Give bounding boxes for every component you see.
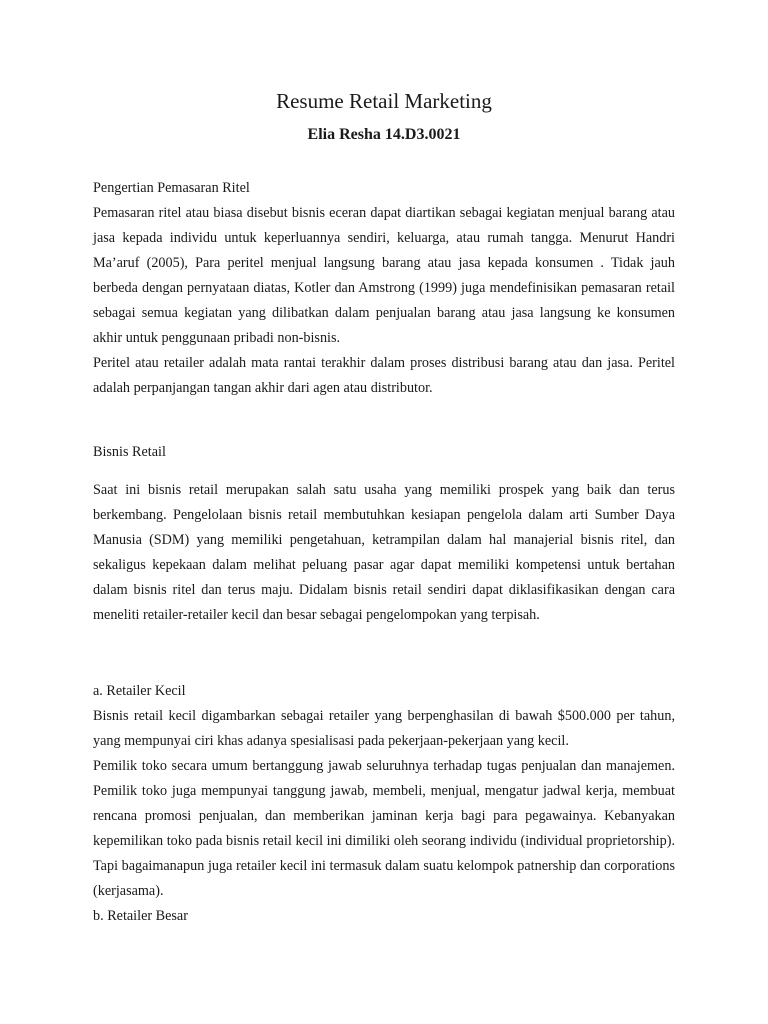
paragraph: Bisnis retail kecil digambarkan sebagai retailer yang berpenghasilan di bawah $500.000 per tahun, yang mempunyai ciri khas adanya spesialisasi pada pekerjaan-pekerjaan yang kecil. bbox=[93, 708, 675, 749]
section-heading: a. Retailer Kecil bbox=[93, 683, 186, 699]
paragraph: Pemasaran ritel atau biasa disebut bisnis eceran dapat diartikan sebagai kegiatan menjual barang atau jasa kepada individu untuk keperluannya sendiri, keluarga, atau rumah tangga. Menurut Handri Ma’aruf (2005), Para peritel menjual langsung barang atau jasa kepada konsumen . Tidak jauh berbeda dengan pernyataan diatas, Kotler dan Amstrong (1999) juga mendefinisikan pemasaran retail sebagai semua kegiatan yang dilibatkan dalam penjualan barang atau jasa langsung ke konsumen akhir untuk penggunaan pribadi non-bisnis. bbox=[93, 205, 675, 346]
paragraph: Pemilik toko secara umum bertanggung jawab seluruhnya terhadap tugas penjualan dan manajemen. Pemilik toko juga mempunyai tanggung jawab, membeli, menjual, mengatur jadwal kerja, membuat rencana promosi penjualan, dan memberikan jaminan kerja bagi para pegawainya. Kebanyakan kepemilikan toko pada bisnis retail kecil ini dimiliki oleh seorang individu (individual proprietorship). Tapi bagaimanapun juga retailer kecil ini termasuk dalam suatu kelompok patnership dan corporations (kerjasama). bbox=[93, 758, 675, 899]
section-heading: Bisnis Retail bbox=[93, 444, 166, 460]
section-heading: Pengertian Pemasaran Ritel bbox=[93, 180, 250, 196]
document-author: Elia Resha 14.D3.0021 bbox=[307, 126, 461, 143]
section-pengertian bbox=[93, 176, 675, 401]
section-heading: b. Retailer Besar bbox=[93, 908, 188, 924]
paragraph: Saat ini bisnis retail merupakan salah satu usaha yang memiliki prospek yang baik dan terus berkembang. Pengelolaan bisnis retail membutuhkan kesiapan pengelola dalam arti Sumber Daya Manusia (SDM) yang memiliki pengetahuan, ketrampilan dalam hal manajerial bisnis ritel, dan sekaligus kepekaan dalam melihat peluang pasar agar dapat memiliki kompetensi untuk bertahan dalam bisnis ritel dan terus maju. Didalam bisnis retail sendiri dapat diklasifikasikan dengan cara meneliti retailer-retailer kecil dan besar sebagai pengelompokan yang terpisah. bbox=[93, 482, 675, 623]
section-retailer-kecil bbox=[93, 679, 675, 929]
section-bisnis-retail bbox=[93, 440, 675, 465]
document-title: Resume Retail Marketing bbox=[276, 89, 492, 113]
section-bisnis-retail-body bbox=[93, 478, 675, 628]
document-page bbox=[93, 0, 675, 1024]
paragraph: Peritel atau retailer adalah mata rantai terakhir dalam proses distribusi barang atau dan jasa. Peritel adalah perpanjangan tangan akhir dari agen atau distributor. bbox=[93, 355, 675, 396]
